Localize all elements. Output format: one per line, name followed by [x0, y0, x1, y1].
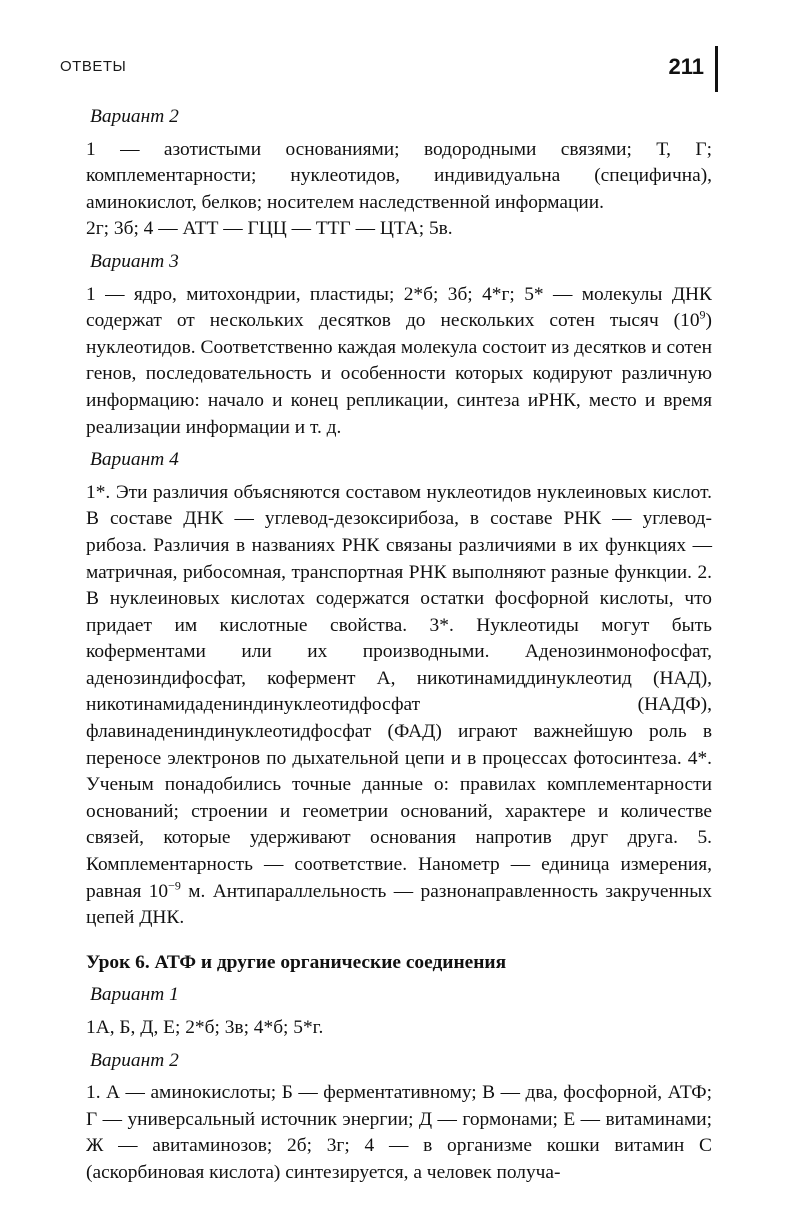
variant-4-heading: Вариант 4: [90, 449, 179, 471]
variant-4-text-a: 1*. Эти различия объясняются составом нуклеотидов нуклеиновых кислот. В составе ДНК — углевод-дезоксирибоза, в составе РНК — углевод-рибоза. Различия в названиях РНК связаны различиями в их функциях — матричная, рибосомная, транспортная РНК выполняют разные функции. 2. В нуклеиновых кислотах содержатся остатки фосфорной кислоты, что придает им кислотные свойства. 3*. Нуклеотиды могут быть коферментами или их производными. Аденозинмонофосфат, аденозиндифосфат, кофермент А, никотинамиддинуклеотид (НАД), никотинамидадениндинуклеотидфосфат (НАДФ), флавинадениндинуклеотидфосфат (ФАД) играют важнейшую роль в переносе электронов по дыхательной цепи и в процессах фотосинтеза. 4*. Ученым понадобились точные данные о: правилах комплементарности оснований; строении и геометрии оснований, характере и количестве связей, которые удерживают основания напротив друг друга. 5. Комплементарность — соответствие. Нанометр — единица измерения, равная 10: [86, 481, 712, 902]
variant-2-answer-1: 1 — азотистыми основаниями; водородными связями; Т, Г; комплементарности; нуклеотидов, индивидуальна (специфична), аминокислот, белков; носителем наследственной информации.: [86, 138, 712, 213]
variant-3-text-a: 1 — ядро, митохондрии, пластиды; 2*б; 3б; 4*г; 5* — молекулы ДНК содержат от нескольких десятков до нескольких сотен тысяч (10: [86, 283, 712, 332]
variant-4-answer: [86, 480, 712, 932]
variant-4-text-b: м. Антипараллельность — разнонаправленность закрученных цепей ДНК.: [86, 880, 713, 929]
running-head: ОТВЕТЫ: [60, 58, 127, 75]
variant-3-exponent: 9: [699, 307, 706, 322]
lesson-6-variant-1-heading: Вариант 1: [90, 984, 179, 1006]
page-body: [86, 98, 712, 1187]
variant-3-text-b: ) нуклеотидов. Соответственно каждая молекула состоит из десятков и сотен генов, последовательность и особенности которых кодируют различную информацию: начало и конец репликации, синтеза иРНК, место и время реализации информации и т. д.: [86, 310, 712, 438]
variant-4-exponent: −9: [168, 878, 181, 893]
header-rule: [715, 46, 718, 92]
lesson-6-variant-1-answer: 1А, Б, Д, Е; 2*б; 3в; 4*б; 5*г.: [86, 1017, 324, 1038]
page-header: [60, 56, 740, 92]
lesson-6-title: Урок 6. АТФ и другие органические соединения: [86, 951, 507, 973]
variant-3-answer: [86, 282, 712, 442]
lesson-6-variant-2-heading: Вариант 2: [90, 1049, 179, 1071]
variant-2-answer-2: 2г; 3б; 4 — АТТ — ГЦЦ — ТТГ — ЦТА; 5в.: [86, 218, 453, 240]
variant-2-heading: Вариант 2: [90, 106, 179, 127]
variant-3-heading: Вариант 3: [90, 250, 179, 272]
page-number: 211: [668, 54, 704, 79]
lesson-6-variant-2-answer: 1. А — аминокислоты; Б — ферментативному; В — два, фосфорной, АТФ; Г — универсальный источник энергии; Д — гормонами; Е — витаминами; Ж — авитаминозов; 2б; 3г; 4 — в организме кошки витамин С (аскорбиновая кислота) синтезируется, а человек получа-: [86, 1082, 712, 1183]
